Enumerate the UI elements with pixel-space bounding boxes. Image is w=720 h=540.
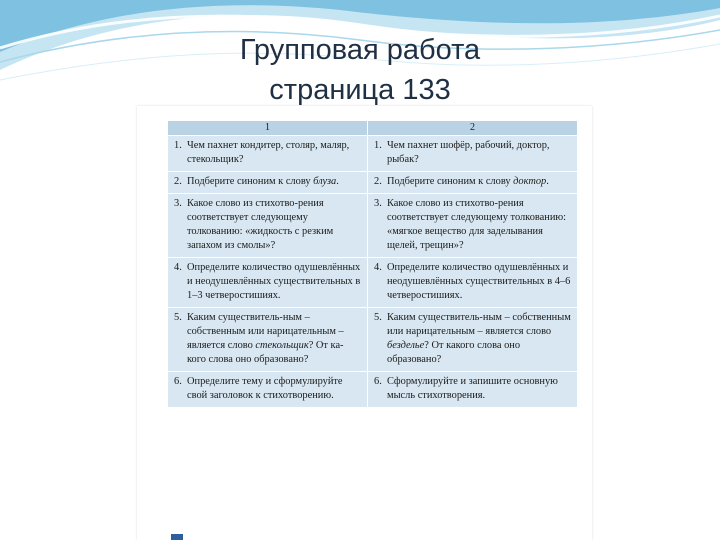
task-cell-group-2 [368, 172, 578, 194]
task-item [374, 197, 571, 253]
task-keyword: стекольщик [255, 340, 309, 351]
task-cell-group-1 [168, 172, 368, 194]
table-row [168, 308, 578, 372]
task-text [387, 375, 571, 403]
task-text-part: Определите количество одушевлённых и неодушевлённых существительных в 4–6 четверостишиях. [387, 262, 571, 301]
slide-title-line-2: страница 133 [269, 74, 451, 106]
task-text-part: Каким существитель-ным – собственным или нарицательным – является слово [187, 312, 344, 351]
slide-title-line-1: Групповая работа [239, 34, 481, 66]
task-keyword: безделье [387, 340, 425, 351]
task-text-part: Определите количество одушевлённых и неодушевлённых существительных в 1–3 четверостишиях. [187, 262, 361, 301]
table-header-row [168, 121, 578, 136]
table-row [168, 372, 578, 408]
column-header-group-2: 2 [368, 121, 578, 136]
task-item [374, 375, 571, 403]
task-cell-group-2 [368, 258, 578, 308]
task-number: 2. [374, 176, 382, 187]
task-text-part: . [546, 176, 549, 187]
task-number: 6. [374, 376, 382, 387]
task-number: 3. [374, 198, 382, 209]
task-text [387, 197, 571, 253]
task-text [187, 311, 361, 367]
task-text [387, 139, 571, 167]
task-text [387, 311, 571, 367]
task-cell-group-1 [168, 194, 368, 258]
task-text-part: Подберите синоним к слову [387, 176, 514, 187]
task-text-part: Какое слово из стихотво-рения соответствует следующему толкованию: «жидкость с резким запахом из смолы»? [187, 198, 334, 251]
table-row [168, 258, 578, 308]
task-keyword: доктор [513, 176, 547, 187]
task-text [187, 197, 361, 253]
task-cell-group-1 [168, 136, 368, 172]
task-cell-group-2 [368, 194, 578, 258]
task-item [174, 261, 361, 303]
task-item [374, 261, 571, 303]
task-number: 1. [174, 140, 182, 151]
task-text-part: ? От какого слова оно образовано? [387, 340, 521, 365]
task-cell-group-1 [168, 258, 368, 308]
task-item [174, 311, 361, 367]
task-text [187, 261, 361, 303]
task-item [174, 139, 361, 167]
task-cell-group-2 [368, 372, 578, 408]
task-item [174, 375, 361, 403]
task-number: 3. [174, 198, 182, 209]
task-item [374, 175, 571, 189]
task-text-part: Чем пахнет шофёр, рабочий, доктор, рыбак? [387, 140, 550, 165]
task-text [187, 375, 361, 403]
task-item [374, 311, 571, 367]
task-cell-group-2 [368, 308, 578, 372]
task-text [387, 175, 571, 189]
task-item [374, 139, 571, 167]
task-text-part: Каким существитель-ным – собственным или нарицательным – является слово [387, 312, 571, 337]
task-text-part: Сформулируйте и запишите основную мысль стихотворения. [387, 376, 558, 401]
task-cell-group-1 [168, 308, 368, 372]
task-number: 5. [374, 312, 382, 323]
task-keyword: блуза [313, 176, 337, 187]
column-header-group-1: 1 [168, 121, 368, 136]
task-number: 4. [374, 262, 382, 273]
task-table [167, 120, 578, 408]
task-item [174, 197, 361, 253]
task-text [187, 139, 361, 167]
task-text-part: Определите тему и сформулируйте свой заголовок к стихотворению. [187, 376, 343, 401]
slide-title [0, 30, 720, 110]
task-text [187, 175, 361, 189]
task-text-part: . [336, 176, 339, 187]
task-cell-group-2 [368, 136, 578, 172]
table-row [168, 136, 578, 172]
table-row [168, 194, 578, 258]
task-number: 4. [174, 262, 182, 273]
page-corner-mark [171, 534, 183, 540]
task-text-part: Подберите синоним к слову [187, 176, 314, 187]
table-row [168, 172, 578, 194]
task-item [174, 175, 361, 189]
task-text-part: ? От ка-кого слова оно образовано? [187, 340, 344, 365]
task-number: 6. [174, 376, 182, 387]
task-text-part: Чем пахнет кондитер, столяр, маляр, стекольщик? [187, 140, 350, 165]
task-text [387, 261, 571, 303]
task-number: 1. [374, 140, 382, 151]
task-text-part: Какое слово из стихотво-рения соответствует следующему толкованию: «мягкое вещество для заделывания щелей, трещин»? [387, 198, 567, 251]
task-number: 5. [174, 312, 182, 323]
textbook-page-photo [137, 106, 592, 540]
task-number: 2. [174, 176, 182, 187]
task-cell-group-1 [168, 372, 368, 408]
